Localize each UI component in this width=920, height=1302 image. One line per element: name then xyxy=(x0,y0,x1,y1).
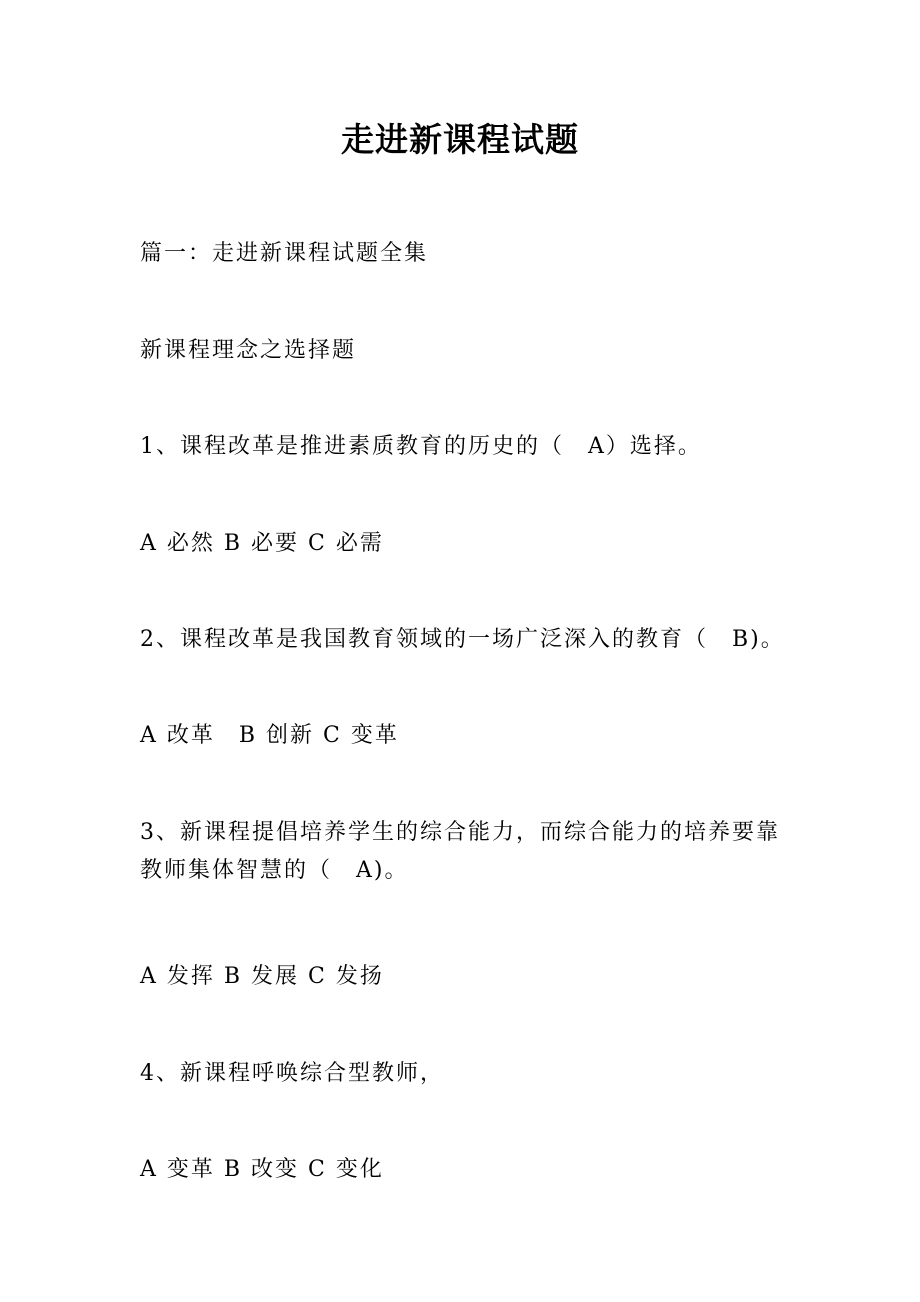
question-2: 2、课程改革是我国教育领域的一场广泛深入的教育（ B)。 xyxy=(140,627,785,652)
document-title: 走进新课程试题 xyxy=(341,120,579,159)
subheading: 新课程理念之选择题 xyxy=(140,338,357,363)
question-4-options: A 变革 B 改变 C 变化 xyxy=(140,1157,384,1182)
question-3-options: A 发挥 B 发展 C 发扬 xyxy=(140,964,384,989)
question-1-options: A 必然 B 必要 C 必需 xyxy=(140,531,384,556)
question-1: 1、课程改革是推进素质教育的历史的（ A）选择。 xyxy=(140,434,702,459)
section-heading: 篇一：走进新课程试题全集 xyxy=(140,241,429,266)
question-3: 3、新课程提倡培养学生的综合能力，而综合能力的培养要靠教师集体智慧的（ A)。 xyxy=(140,820,780,883)
question-4: 4、新课程呼唤综合型教师， xyxy=(140,1061,444,1086)
question-2-options: A 改革 B 创新 C 变革 xyxy=(140,723,399,748)
